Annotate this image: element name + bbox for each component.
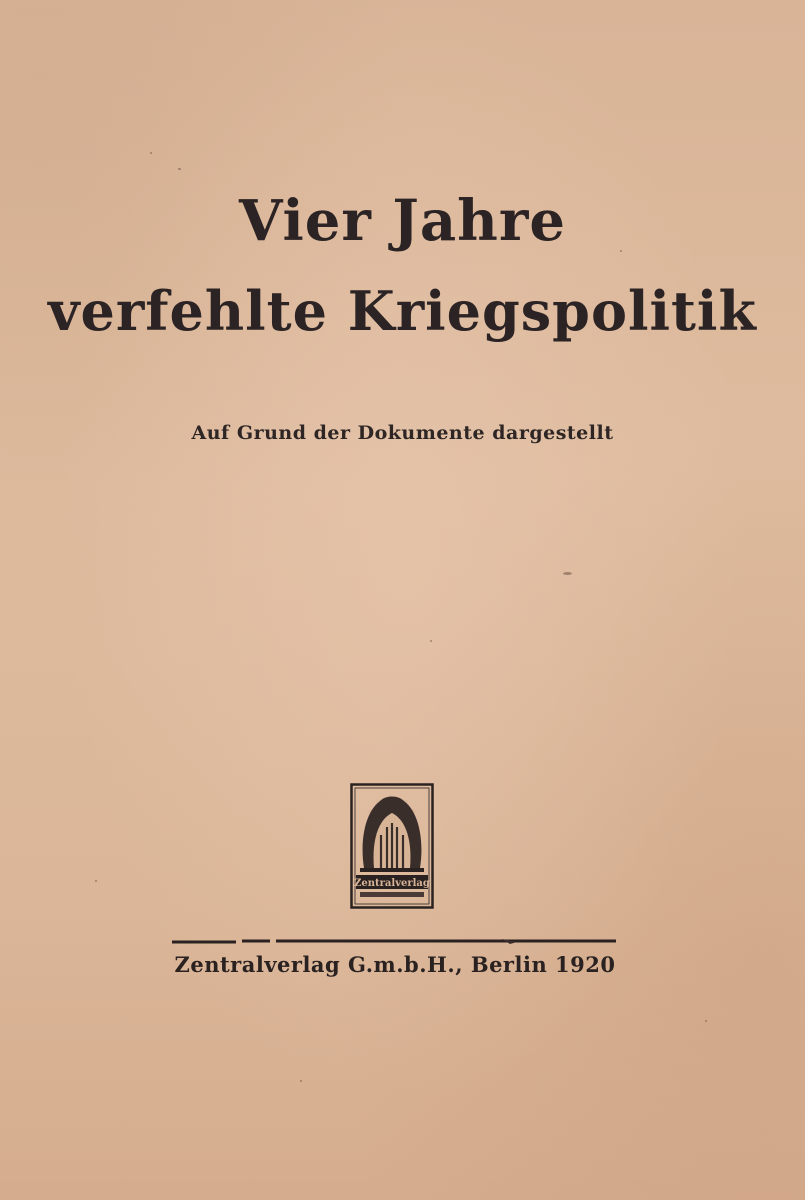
paper-speck [95, 880, 97, 882]
paper-speck [178, 168, 181, 170]
publisher-logo-emblem [350, 783, 434, 909]
subtitle: Auf Grund der Dokumente dargestellt [191, 422, 614, 444]
decorative-rule [172, 936, 616, 946]
title-line-1: Vier Jahre [239, 188, 566, 254]
title-line-2: verfehlte Kriegspolitik [48, 279, 757, 343]
paper-speck [300, 1080, 302, 1082]
publisher-line: Zentralverlag G.m.b.H., Berlin 1920 [174, 952, 616, 977]
svg-text:Zentralverlag: Zentralverlag [354, 878, 430, 889]
paper-speck [150, 152, 152, 154]
paper-speck [563, 572, 572, 575]
paper-speck [705, 1020, 707, 1022]
paper-speck [430, 640, 432, 642]
